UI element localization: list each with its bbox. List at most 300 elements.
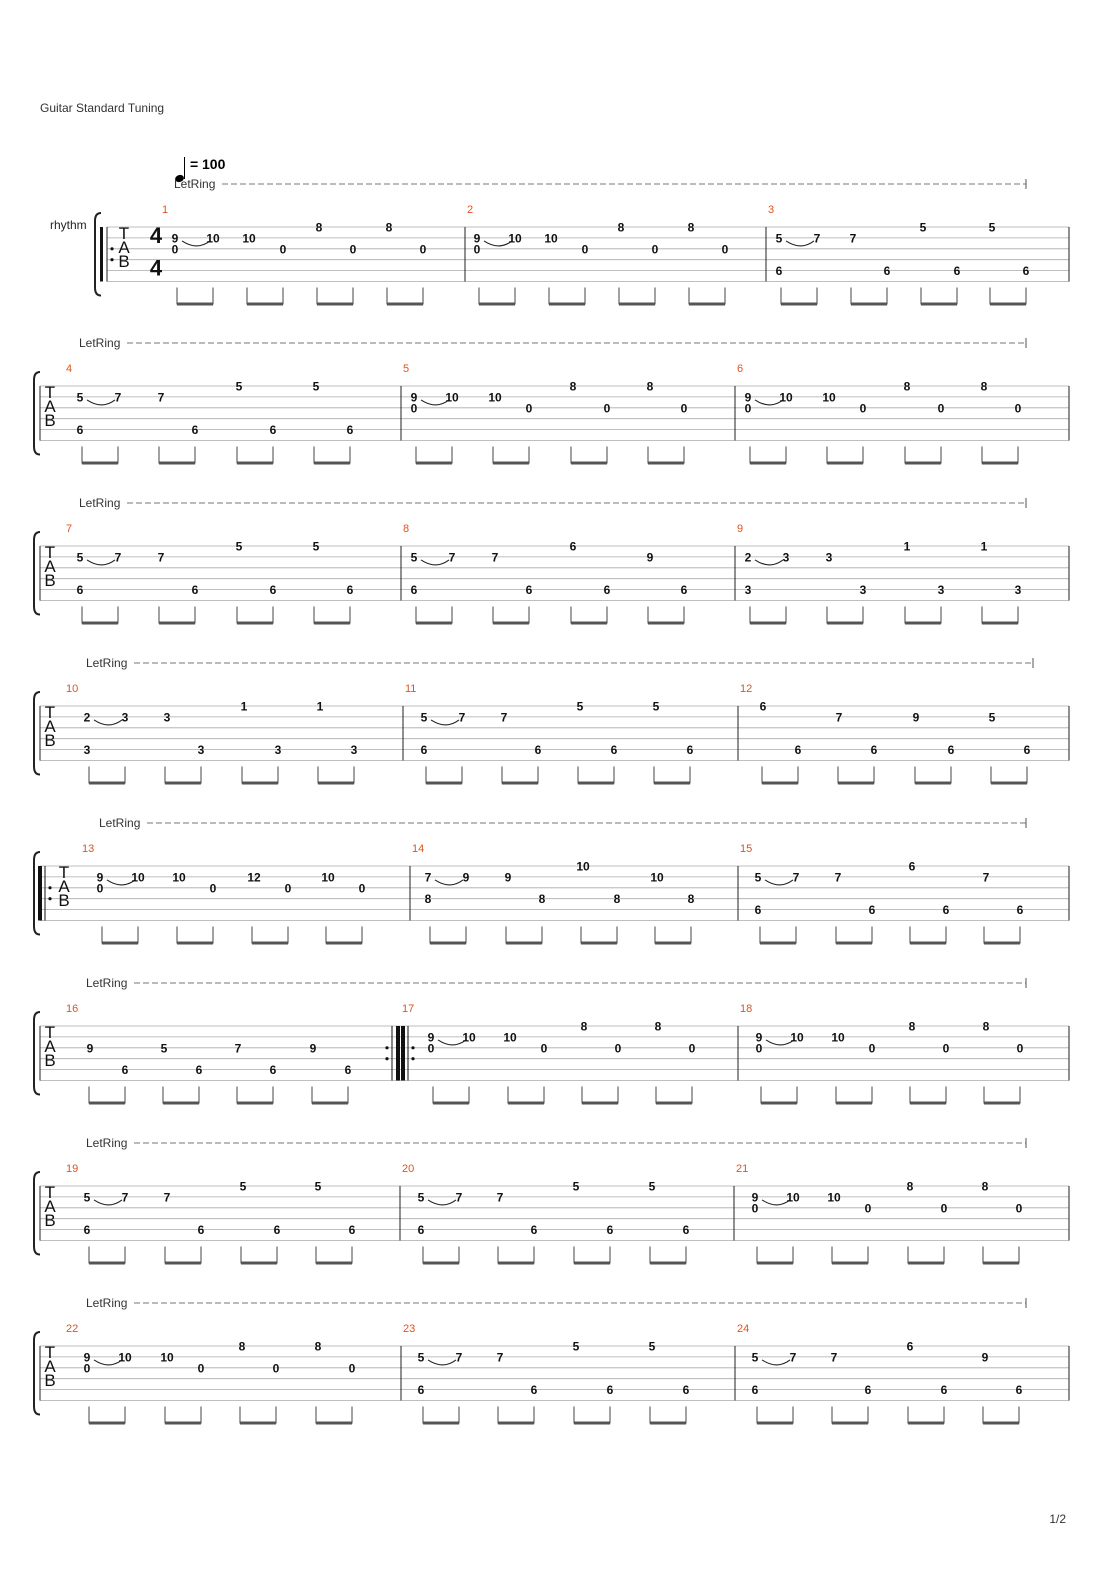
fret-number: 0 [581,242,589,257]
eighth-beam [648,622,684,625]
fret-number: 7 [157,550,165,565]
eighth-beam [910,1102,946,1105]
measure-number: 6 [737,363,744,375]
eighth-beam [582,1102,618,1105]
fret-number: 7 [114,390,122,405]
fret-number: 5 [417,1190,425,1205]
slur-arc [765,880,793,885]
measure-number: 11 [405,683,417,695]
eighth-beam [990,303,1026,306]
eighth-beam [984,1102,1020,1105]
eighth-beam [689,303,725,306]
fret-number: 6 [686,743,694,758]
tab-clef-letter: T [44,383,56,402]
fret-number: 10 [822,390,836,405]
eighth-beam [982,622,1018,625]
fret-number: 5 [314,1179,322,1194]
fret-number: 3 [83,743,91,758]
eighth-beam [430,942,466,945]
repeat-dot [385,1057,388,1060]
fret-number: 0 [348,1361,356,1376]
fret-number: 7 [121,1190,129,1205]
let-ring-label: LetRing [86,1136,128,1150]
fret-number: 5 [76,390,84,405]
measure-number: 10 [66,683,79,695]
fret-number: 0 [525,401,533,416]
eighth-beam [423,1422,459,1425]
fret-number: 7 [834,870,842,885]
eighth-beam [655,942,691,945]
fret-number: 5 [919,220,927,235]
fret-number: 3 [1014,583,1022,598]
fret-number: 5 [754,870,762,885]
fret-number: 8 [981,1179,989,1194]
fret-number: 9 [462,870,470,885]
fret-number: 3 [825,550,833,565]
eighth-beam [89,1262,125,1265]
eighth-beam [177,303,213,306]
slur-arc [428,1360,456,1365]
measure-number: 14 [412,843,425,855]
repeat-dot [385,1046,388,1049]
fret-number: 9 [751,1190,759,1205]
fret-number: 0 [272,1361,280,1376]
fret-number: 10 [503,1030,517,1045]
fret-number: 9 [912,710,920,725]
fret-number: 10 [118,1350,132,1365]
fret-number: 5 [775,231,783,246]
eighth-beam [571,462,607,465]
fret-number: 6 [197,1223,205,1238]
fret-number: 7 [789,1350,797,1365]
repeat-dot [48,897,51,900]
fret-number: 7 [500,710,508,725]
fret-number: 10 [827,1190,841,1205]
tab-clef-letter: A [44,1197,56,1216]
fret-number: 10 [206,231,220,246]
fret-number: 5 [312,539,320,554]
fret-number: 6 [269,1063,277,1078]
eighth-beam [159,622,195,625]
fret-number: 6 [868,903,876,918]
fret-number: 6 [940,1383,948,1398]
fret-number: 10 [172,870,186,885]
measure-number: 17 [402,1003,415,1015]
measure-number: 8 [403,523,410,535]
slur-arc [786,241,814,246]
fret-number: 5 [572,1339,580,1354]
fret-number: 6 [680,583,688,598]
fret-number: 5 [648,1179,656,1194]
eighth-beam [312,1102,348,1105]
fret-number: 0 [1014,401,1022,416]
eighth-beam [757,1422,793,1425]
eighth-beam [316,1422,352,1425]
repeat-start-thick-bar [38,866,42,921]
eighth-beam [648,462,684,465]
eighth-beam [237,622,273,625]
fret-number: 3 [350,743,358,758]
eighth-beam [498,1262,534,1265]
eighth-beam [502,782,538,785]
fret-number: 3 [782,550,790,565]
fret-number: 6 [864,1383,872,1398]
fret-number: 6 [603,583,611,598]
slur-arc [762,1360,790,1365]
eighth-beam [654,782,690,785]
fret-number: 6 [870,743,878,758]
eighth-beam [314,462,350,465]
fret-number: 8 [687,220,695,235]
fret-number: 6 [348,1223,356,1238]
fret-number: 6 [191,423,199,438]
eighth-beam [165,1422,201,1425]
let-ring-label: LetRing [79,496,121,510]
fret-number: 6 [1023,743,1031,758]
fret-number: 6 [610,743,618,758]
fret-number: 8 [238,1339,246,1354]
tab-clef-letter: T [44,543,56,562]
tempo-value: 100 [202,156,226,172]
fret-number: 10 [131,870,145,885]
eighth-beam [493,622,529,625]
eighth-beam [163,1102,199,1105]
let-ring-label: LetRing [86,1296,128,1310]
eighth-beam [423,1262,459,1265]
fret-number: 10 [790,1030,804,1045]
fret-number: 1 [316,699,324,714]
fret-number: 6 [534,743,542,758]
tab-clef-letter: A [44,557,56,576]
fret-number: 8 [315,220,323,235]
fret-number: 8 [569,379,577,394]
fret-number: 7 [455,1350,463,1365]
fret-number: 7 [835,710,843,725]
fret-number: 6 [759,699,767,714]
eighth-beam [102,942,138,945]
fret-number: 0 [688,1041,696,1056]
fret-number: 0 [651,242,659,257]
fret-number: 10 [242,231,256,246]
fret-number: 0 [721,242,729,257]
eighth-beam [983,1262,1019,1265]
fret-number: 10 [508,231,522,246]
fret-number: 3 [937,583,945,598]
fret-number: 9 [83,1350,91,1365]
eighth-beam [498,1422,534,1425]
fret-number: 6 [682,1223,690,1238]
fret-number: 0 [751,1201,759,1216]
system-brace [34,692,40,775]
fret-number: 0 [197,1361,205,1376]
tab-clef-letter: A [44,717,56,736]
fret-number: 7 [448,550,456,565]
eighth-beam [578,782,614,785]
fret-number: 6 [794,743,802,758]
fret-number: 9 [473,231,481,246]
fret-number: 6 [344,1063,352,1078]
fret-number: 8 [982,1019,990,1034]
eighth-beam [650,1422,686,1425]
fret-number: 6 [273,1223,281,1238]
fret-number: 0 [942,1041,950,1056]
fret-number: 0 [744,401,752,416]
fret-number: 0 [473,242,481,257]
fret-number: 8 [980,379,988,394]
fret-number: 6 [76,583,84,598]
eighth-beam [832,1422,868,1425]
fret-number: 7 [458,710,466,725]
fret-number: 6 [953,264,961,279]
fret-number: 6 [269,583,277,598]
measure-number: 12 [740,683,753,695]
fret-number: 8 [654,1019,662,1034]
slur-arc [755,560,783,565]
fret-number: 10 [445,390,459,405]
slur-arc [421,560,449,565]
fret-number: 8 [903,379,911,394]
eighth-beam [760,942,796,945]
fret-number: 5 [76,550,84,565]
fret-number: 0 [83,1361,91,1376]
let-ring-label: LetRing [86,656,128,670]
fret-number: 0 [1016,1041,1024,1056]
fret-number: 5 [235,539,243,554]
fret-number: 0 [614,1041,622,1056]
fret-number: 10 [831,1030,845,1045]
fret-number: 5 [648,1339,656,1354]
eighth-beam [89,1422,125,1425]
eighth-beam [851,303,887,306]
eighth-beam [237,462,273,465]
fret-number: 5 [235,379,243,394]
fret-number: 9 [171,231,179,246]
eighth-beam [656,1102,692,1105]
fret-number: 6 [569,539,577,554]
eighth-beam [177,942,213,945]
fret-number: 5 [239,1179,247,1194]
fret-number: 6 [883,264,891,279]
fret-number: 0 [864,1201,872,1216]
fret-number: 0 [410,401,418,416]
fret-number: 9 [427,1030,435,1045]
eighth-beam [619,303,655,306]
fret-number: 9 [755,1030,763,1045]
fret-number: 5 [410,550,418,565]
tab-clef-letter: B [44,571,56,590]
fret-number: 10 [576,859,590,874]
fret-number: 6 [191,583,199,598]
fret-number: 10 [544,231,558,246]
eighth-beam [237,1102,273,1105]
measure-number: 19 [66,1163,79,1175]
fret-number: 7 [424,870,432,885]
repeat-dot [110,258,113,261]
fret-number: 7 [830,1350,838,1365]
tab-clef-letter: B [44,1051,56,1070]
fret-number: 6 [417,1223,425,1238]
fret-number: 2 [83,710,91,725]
eighth-beam [571,622,607,625]
measure-number: 23 [403,1323,416,1335]
eighth-beam [650,1262,686,1265]
eighth-beam [387,303,423,306]
fret-number: 0 [427,1041,435,1056]
fret-number: 6 [1022,264,1030,279]
fret-number: 5 [420,710,428,725]
fret-number: 6 [195,1063,203,1078]
eighth-beam [508,1102,544,1105]
eighth-beam [762,782,798,785]
tab-clef-letter: T [118,224,130,243]
tab-clef-letter: T [44,1183,56,1202]
tab-clef-letter: B [58,891,70,910]
fret-number: 6 [525,583,533,598]
fret-number: 7 [491,550,499,565]
fret-number: 10 [462,1030,476,1045]
fret-number: 7 [849,231,857,246]
eighth-beam [991,782,1027,785]
system-brace [34,532,40,615]
measure-number: 15 [740,843,753,855]
eighth-beam [581,942,617,945]
repeat-end-thick-bar [396,1026,400,1081]
repeat-dot [48,886,51,889]
eighth-beam [838,782,874,785]
eighth-beam [750,462,786,465]
eighth-beam [252,942,288,945]
fret-number: 8 [538,892,546,907]
fret-number: 6 [121,1063,129,1078]
fret-number: 0 [419,242,427,257]
fret-number: 0 [358,881,366,896]
fret-number: 7 [114,550,122,565]
tab-clef-letter: T [44,1023,56,1042]
fret-number: 6 [76,423,84,438]
fret-number: 8 [424,892,432,907]
measure-number: 13 [82,843,95,855]
system-brace [34,1332,40,1415]
measure-number: 22 [66,1323,79,1335]
slur-arc [87,560,115,565]
eighth-beam [574,1262,610,1265]
fret-number: 6 [530,1223,538,1238]
fret-number: 9 [86,1041,94,1056]
fret-number: 6 [1015,1383,1023,1398]
tab-clef-letter: A [58,877,70,896]
eighth-beam [493,462,529,465]
eighth-beam [549,303,585,306]
measure-number: 16 [66,1003,79,1015]
start-thick-bar [100,227,103,282]
fret-number: 7 [982,870,990,885]
tab-clef-letter: B [44,731,56,750]
fret-number: 0 [755,1041,763,1056]
fret-number: 6 [908,859,916,874]
measure-number: 9 [737,523,744,535]
fret-number: 10 [160,1350,174,1365]
tab-clef-letter: B [118,252,130,271]
tab-clef-letter: A [44,1357,56,1376]
fret-number: 8 [385,220,393,235]
fret-number: 12 [247,870,261,885]
fret-number: 5 [576,699,584,714]
fret-number: 6 [83,1223,91,1238]
let-ring-label: LetRing [99,816,141,830]
eighth-beam [827,462,863,465]
fret-number: 8 [314,1339,322,1354]
tab-clef-letter: B [44,1371,56,1390]
fret-number: 0 [603,401,611,416]
measure-number: 20 [402,1163,415,1175]
eighth-beam [416,462,452,465]
tab-clef-letter: B [44,411,56,430]
fret-number: 5 [652,699,660,714]
eighth-beam [905,622,941,625]
fret-number: 7 [163,1190,171,1205]
fret-number: 8 [906,1179,914,1194]
eighth-beam [836,1102,872,1105]
fret-number: 8 [580,1019,588,1034]
fret-number: 8 [613,892,621,907]
eighth-beam [316,1262,352,1265]
let-ring-label: LetRing [79,336,121,350]
eighth-beam [908,1422,944,1425]
measure-number: 5 [403,363,410,375]
fret-number: 6 [346,423,354,438]
fret-number: 9 [309,1041,317,1056]
eighth-beam [750,622,786,625]
eighth-beam [165,1262,201,1265]
eighth-beam [827,622,863,625]
time-signature-top: 4 [149,222,163,248]
fret-number: 10 [488,390,502,405]
fret-number: 7 [496,1350,504,1365]
system-brace [34,1012,40,1095]
fret-number: 8 [646,379,654,394]
tab-clef-letter: T [44,1343,56,1362]
fret-number: 1 [903,539,911,554]
fret-number: 6 [751,1383,759,1398]
slur-arc [87,400,115,405]
eighth-beam [479,303,515,306]
measure-number: 1 [162,204,169,216]
eighth-beam [82,462,118,465]
fret-number: 7 [496,1190,504,1205]
eighth-beam [247,303,283,306]
page-number: 1/2 [1049,1512,1066,1526]
eighth-beam [836,942,872,945]
eighth-beam [241,1262,277,1265]
fret-number: 10 [321,870,335,885]
fret-number: 0 [349,242,357,257]
fret-number: 3 [163,710,171,725]
fret-number: 6 [754,903,762,918]
eighth-beam [574,1422,610,1425]
fret-number: 6 [1016,903,1024,918]
fret-number: 9 [504,870,512,885]
fret-number: 9 [981,1350,989,1365]
fret-number: 6 [417,1383,425,1398]
fret-number: 2 [744,550,752,565]
fret-number: 6 [906,1339,914,1354]
fret-number: 6 [606,1383,614,1398]
fret-number: 0 [868,1041,876,1056]
fret-number: 9 [646,550,654,565]
eighth-beam [318,782,354,785]
fret-number: 7 [455,1190,463,1205]
eighth-beam [242,782,278,785]
